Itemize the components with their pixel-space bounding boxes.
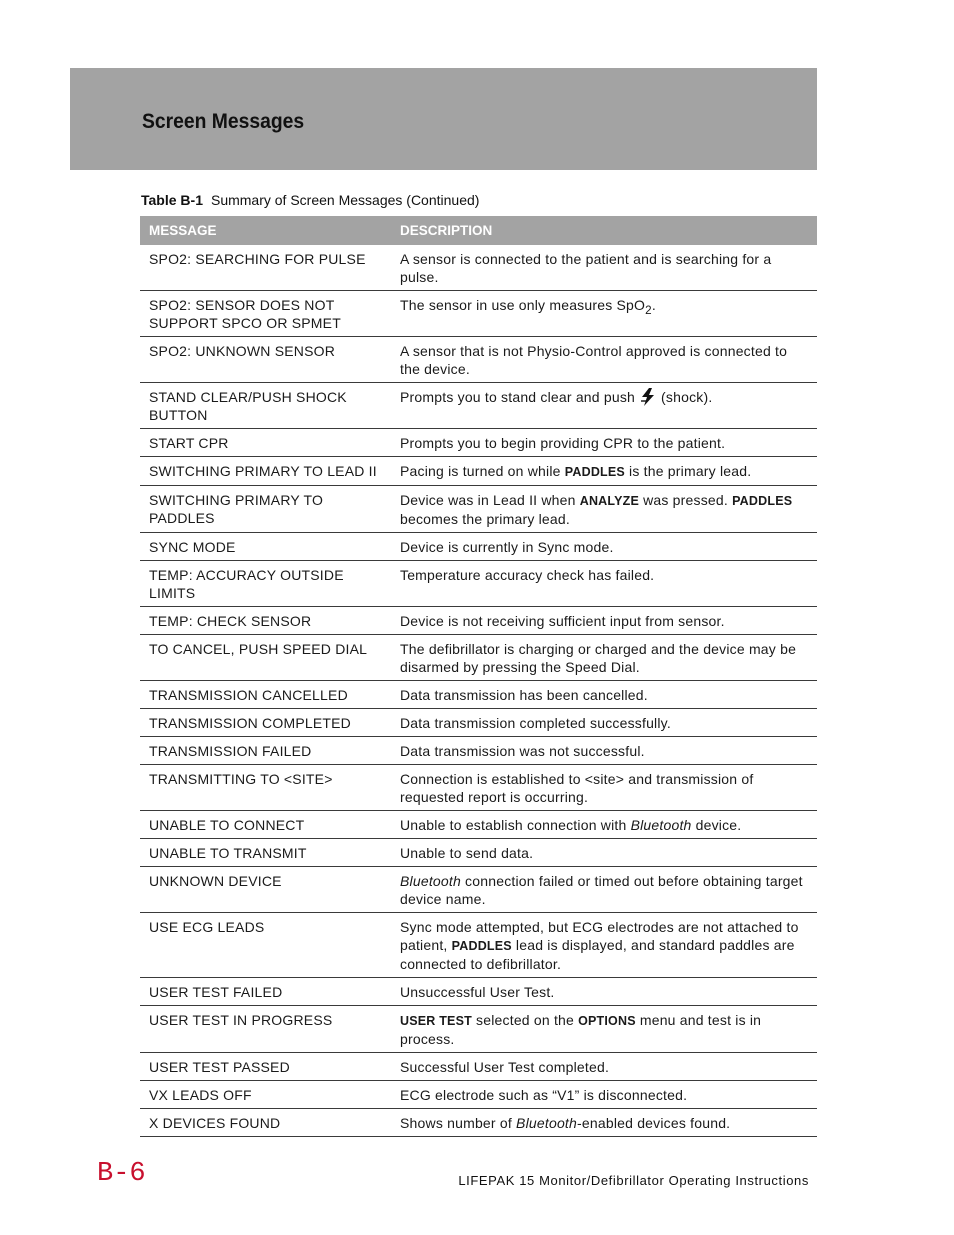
page-title: Screen Messages (142, 110, 305, 133)
table-row (140, 839, 817, 867)
description-cell (391, 867, 817, 913)
page-number: B-6 (97, 1159, 146, 1189)
table-row (140, 1006, 817, 1053)
message-cell: SPO2: UNKNOWN SENSOR (140, 337, 391, 383)
description-cell (391, 765, 817, 811)
message-cell: UNABLE TO CONNECT (140, 811, 391, 839)
message-cell: UNKNOWN DEVICE (140, 867, 391, 913)
description-cell (391, 978, 817, 1006)
description-text: A sensor is connected to the patient and is searching for a pulse. (400, 251, 772, 285)
message-cell: VX LEADS OFF (140, 1081, 391, 1109)
message-cell: USER TEST IN PROGRESS (140, 1006, 391, 1053)
message-cell: TEMP: CHECK SENSOR (140, 607, 391, 635)
description-text: . (651, 297, 656, 313)
description-text: becomes the primary lead. (400, 511, 570, 527)
description-text: selected on the (471, 1012, 579, 1028)
message-cell: SPO2: SENSOR DOES NOT SUPPORT SPCO OR SPMET (140, 291, 391, 337)
keyword-label: ANALYZE (579, 494, 639, 508)
table-row (140, 457, 817, 486)
table-row (140, 383, 817, 429)
description-text: was pressed. (639, 492, 733, 508)
description-cell (391, 839, 817, 867)
column-header-message: MESSAGE (140, 216, 391, 245)
message-cell: USER TEST PASSED (140, 1053, 391, 1081)
description-cell (391, 1053, 817, 1081)
description-cell (391, 1006, 817, 1053)
message-cell: TO CANCEL, PUSH SPEED DIAL (140, 635, 391, 681)
header-band (70, 68, 817, 170)
description-cell (391, 681, 817, 709)
description-text: -enabled devices found. (577, 1115, 731, 1131)
table-row (140, 533, 817, 561)
description-text: Unable to send data. (400, 845, 534, 861)
description-text: The defibrillator is charging or charged and the device may be disarmed by pressing the Speed Dial. (400, 641, 797, 675)
table-row (140, 1053, 817, 1081)
description-text: Prompts you to begin providing CPR to the patient. (400, 435, 726, 451)
table-row (140, 1109, 817, 1137)
description-text: Shows number of (400, 1115, 517, 1131)
description-text: A sensor that is not Physio-Control approved is connected to the device. (400, 343, 788, 377)
table-row (140, 291, 817, 337)
description-text: Device is not receiving sufficient input from sensor. (400, 613, 725, 629)
description-cell (391, 486, 817, 533)
keyword-label: PADDLES (564, 465, 625, 479)
description-cell (391, 383, 817, 429)
message-cell: TRANSMISSION FAILED (140, 737, 391, 765)
description-cell (391, 429, 817, 457)
table-row (140, 429, 817, 457)
italic-term: Bluetooth (630, 817, 692, 833)
description-cell (391, 245, 817, 291)
description-text: Unsuccessful User Test. (400, 984, 555, 1000)
keyword-label: OPTIONS (578, 1014, 636, 1028)
description-text: Device was in Lead II when (400, 492, 580, 508)
table-row (140, 635, 817, 681)
table-row (140, 709, 817, 737)
description-text: Prompts you to stand clear and push (400, 389, 636, 405)
message-cell: STAND CLEAR/PUSH SHOCK BUTTON (140, 383, 391, 429)
description-cell (391, 291, 817, 337)
description-text: Temperature accuracy check has failed. (400, 567, 655, 583)
description-cell (391, 457, 817, 486)
description-text: lead is displayed, and standard paddles are connected to defibrillator. (400, 937, 795, 972)
description-text: Sync mode attempted, but ECG electrodes are not attached to patient, (400, 919, 799, 953)
description-cell (391, 561, 817, 607)
message-cell: TRANSMISSION COMPLETED (140, 709, 391, 737)
message-cell: TRANSMITTING TO <SITE> (140, 765, 391, 811)
keyword-label: PADDLES (451, 939, 512, 953)
table-caption-text: Summary of Screen Messages (Continued) (210, 192, 480, 208)
italic-term: Bluetooth (516, 1115, 578, 1131)
keyword-label: USER TEST (400, 1014, 472, 1028)
description-text: menu and test is in process. (400, 1012, 762, 1047)
message-cell: USE ECG LEADS (140, 913, 391, 978)
table-row (140, 811, 817, 839)
table-row (140, 765, 817, 811)
table-row (140, 607, 817, 635)
message-cell: TRANSMISSION CANCELLED (140, 681, 391, 709)
description-text: Device is currently in Sync mode. (400, 539, 614, 555)
description-text: connection failed or timed out before obtaining target device name. (400, 873, 803, 907)
table-row (140, 337, 817, 383)
description-text: is the primary lead. (624, 463, 752, 479)
message-cell: UNABLE TO TRANSMIT (140, 839, 391, 867)
description-text: ECG electrode such as “V1” is disconnected. (400, 1087, 688, 1103)
table-row (140, 681, 817, 709)
description-text: Successful User Test completed. (400, 1059, 610, 1075)
table-body (140, 245, 817, 1137)
message-cell: TEMP: ACCURACY OUTSIDE LIMITS (140, 561, 391, 607)
italic-term: Bluetooth (400, 873, 461, 889)
keyword-label: PADDLES (732, 494, 793, 508)
document-title: LIFEPAK 15 Monitor/Defibrillator Operating Instructions (458, 1173, 809, 1188)
description-cell (391, 811, 817, 839)
description-cell (391, 607, 817, 635)
message-cell: SWITCHING PRIMARY TO LEAD II (140, 457, 391, 486)
description-text: Data transmission completed successfully. (400, 715, 671, 731)
table-row (140, 913, 817, 978)
table-caption (141, 192, 479, 208)
message-cell: START CPR (140, 429, 391, 457)
message-cell: SWITCHING PRIMARY TO PADDLES (140, 486, 391, 533)
description-cell (391, 737, 817, 765)
column-header-description: DESCRIPTION (391, 216, 817, 245)
description-cell (391, 709, 817, 737)
table-row (140, 486, 817, 533)
description-text: Pacing is turned on while (400, 463, 565, 479)
description-cell (391, 913, 817, 978)
table-caption-label: Table B-1 (141, 192, 203, 208)
message-cell: USER TEST FAILED (140, 978, 391, 1006)
description-cell (391, 1109, 817, 1137)
description-cell (391, 1081, 817, 1109)
message-cell: SPO2: SEARCHING FOR PULSE (140, 245, 391, 291)
table-row (140, 561, 817, 607)
description-text: Unable to establish connection with (400, 817, 631, 833)
description-cell (391, 533, 817, 561)
description-text: 2 (645, 303, 652, 317)
screen-messages-table (140, 216, 817, 1137)
description-text: Connection is established to <site> and transmission of requested report is occurring. (400, 771, 754, 805)
table-row (140, 245, 817, 291)
table-row (140, 1081, 817, 1109)
table-header-row (140, 216, 817, 245)
description-cell (391, 635, 817, 681)
shock-button-icon (640, 388, 656, 406)
table-row (140, 867, 817, 913)
description-text: device. (691, 817, 742, 833)
table-row (140, 737, 817, 765)
description-text: The sensor in use only measures SpO (400, 297, 646, 313)
description-text: Data transmission was not successful. (400, 743, 645, 759)
description-text: Data transmission has been cancelled. (400, 687, 648, 703)
message-cell: X DEVICES FOUND (140, 1109, 391, 1137)
table-row (140, 978, 817, 1006)
description-text: (shock). (661, 389, 713, 405)
description-cell (391, 337, 817, 383)
message-cell: SYNC MODE (140, 533, 391, 561)
